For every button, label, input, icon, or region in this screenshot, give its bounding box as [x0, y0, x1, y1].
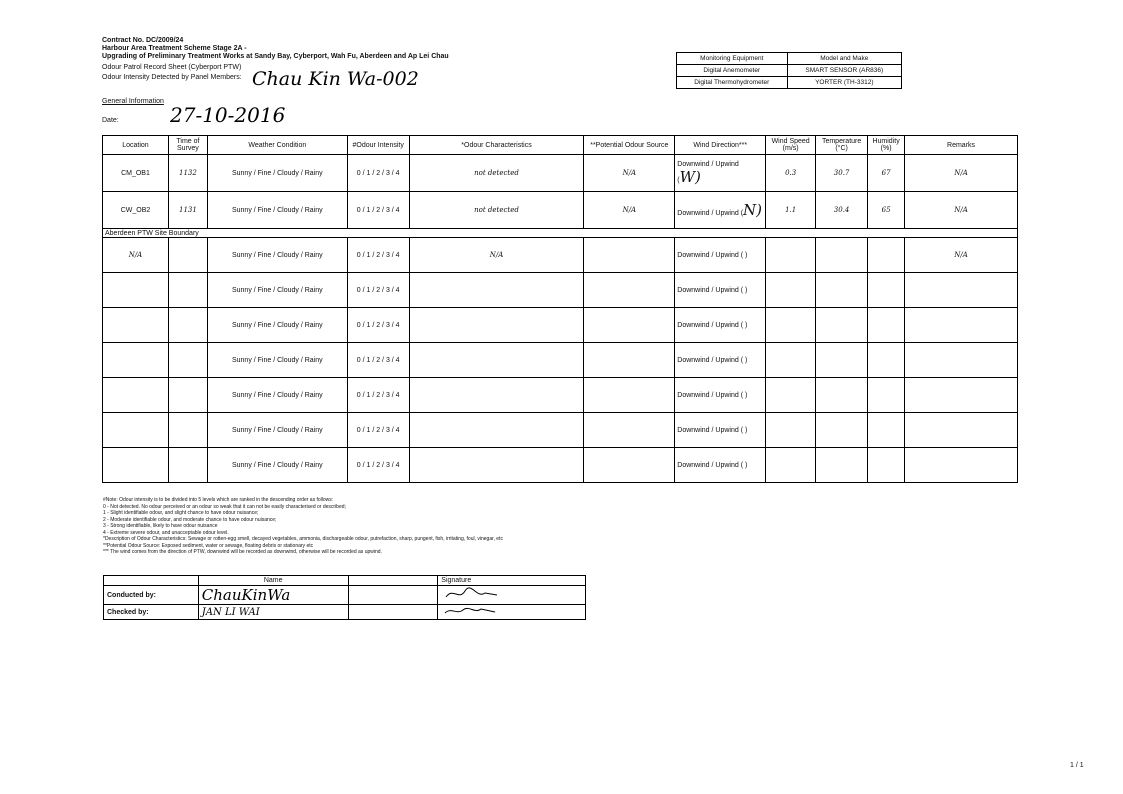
location-cell: N/A — [103, 238, 169, 273]
remarks-cell: N/A — [905, 192, 1018, 229]
col-time: Time of Survey — [168, 136, 207, 155]
remarks-cell: N/A — [905, 238, 1018, 273]
wind-direction-text: Downwind / Upwind ( — [677, 210, 744, 217]
temperature-cell — [816, 413, 868, 448]
remarks-cell — [905, 413, 1018, 448]
temperature-cell — [816, 273, 868, 308]
wind-direction-handwriting: N) — [743, 201, 763, 219]
remarks-cell — [905, 343, 1018, 378]
page-number: 1 / 1 — [1070, 762, 1084, 769]
section-label: Aberdeen PTW Site Boundary — [103, 229, 1018, 238]
intensity-cell: 0 / 1 / 2 / 3 / 4 — [347, 343, 409, 378]
signoff-blank — [348, 586, 438, 605]
wind-speed-cell: 0.3 — [766, 155, 816, 192]
col-intensity: #Odour Intensity — [347, 136, 409, 155]
wind-speed-cell — [766, 273, 816, 308]
table-row — [103, 192, 1018, 229]
time-cell — [168, 413, 207, 448]
wind-speed-cell — [766, 238, 816, 273]
col-characteristics: *Odour Characteristics — [409, 136, 584, 155]
temperature-cell — [816, 448, 868, 483]
weather-cell: Sunny / Fine / Cloudy / Rainy — [207, 308, 347, 343]
panel-label: Odour Intensity Detected by Panel Members: — [102, 74, 242, 81]
table-row — [103, 155, 1018, 192]
signoff-blank — [348, 605, 438, 620]
general-info-label: General Information — [102, 98, 164, 105]
location-cell — [103, 378, 169, 413]
wind-direction-handwriting: W) — [679, 167, 701, 186]
location-cell — [103, 448, 169, 483]
intensity-cell: 0 / 1 / 2 / 3 / 4 — [347, 413, 409, 448]
source-cell — [584, 343, 675, 378]
wind-speed-cell — [766, 378, 816, 413]
location-cell — [103, 273, 169, 308]
characteristics-cell — [409, 448, 584, 483]
characteristics-cell: not detected — [409, 155, 584, 192]
table-row — [103, 343, 1018, 378]
weather-cell: Sunny / Fine / Cloudy / Rainy — [207, 413, 347, 448]
source-cell — [584, 413, 675, 448]
contract-number: Contract No. DC/2009/24 — [102, 37, 184, 44]
conducted-signature — [438, 586, 586, 605]
source-cell — [584, 308, 675, 343]
wind-speed-cell: 1.1 — [766, 192, 816, 229]
weather-cell: Sunny / Fine / Cloudy / Rainy — [207, 343, 347, 378]
note-line: *** The wind comes from the direction of PTW, downwind will be recorded as downwind, otherwise will be recorded as upwind. — [103, 549, 382, 555]
weather-cell: Sunny / Fine / Cloudy / Rainy — [207, 273, 347, 308]
wind-direction-cell: Downwind / Upwind ( ) — [675, 378, 766, 413]
wind-direction-cell — [675, 192, 766, 229]
weather-cell: Sunny / Fine / Cloudy / Rainy — [207, 448, 347, 483]
source-cell — [584, 378, 675, 413]
equipment-name: Digital Anemometer — [677, 65, 788, 77]
weather-cell: Sunny / Fine / Cloudy / Rainy — [207, 192, 347, 229]
section-row — [103, 229, 1018, 238]
humidity-cell — [868, 378, 905, 413]
characteristics-cell — [409, 378, 584, 413]
characteristics-cell: not detected — [409, 192, 584, 229]
characteristics-cell: N/A — [409, 238, 584, 273]
table-row — [103, 273, 1018, 308]
humidity-cell — [868, 413, 905, 448]
time-cell — [168, 273, 207, 308]
panel-member-handwriting: Chau Kin Wa-002 — [252, 68, 419, 90]
remarks-cell — [905, 308, 1018, 343]
signature-col-header: Signature — [438, 576, 586, 586]
intensity-cell: 0 / 1 / 2 / 3 / 4 — [347, 308, 409, 343]
source-cell — [584, 273, 675, 308]
time-cell: 1132 — [168, 155, 207, 192]
signoff-table — [103, 575, 586, 620]
wind-speed-cell — [766, 308, 816, 343]
location-cell: CW_OB2 — [103, 192, 169, 229]
checked-name: JAN LI WAI — [198, 605, 348, 620]
note-line: 1 - Slight identifiable odour, and slight chance to have odour nuisance; — [103, 510, 259, 516]
location-cell — [103, 413, 169, 448]
col-location: Location — [103, 136, 169, 155]
note-line: *Description of Odour Characteristics: Sewage or rotten-egg smell, decayed vegetables, ammonia, dischargeable odour, putrefaction, sharp, pungent, fish, irritating, foul, vinegar, etc — [103, 536, 503, 542]
odour-record-table — [102, 135, 1018, 483]
col-source: **Potential Odour Source — [584, 136, 675, 155]
temperature-cell — [816, 238, 868, 273]
conducted-name: ChauKinWa — [198, 586, 348, 605]
humidity-cell: 65 — [868, 192, 905, 229]
weather-cell: Sunny / Fine / Cloudy / Rainy — [207, 378, 347, 413]
wind-speed-cell — [766, 413, 816, 448]
wind-direction-cell: Downwind / Upwind ( ) — [675, 238, 766, 273]
date-label: Date: — [102, 117, 119, 124]
equipment-model: YORTER (TH-3312) — [787, 77, 901, 89]
col-humidity: Humidity (%) — [868, 136, 905, 155]
table-row — [103, 413, 1018, 448]
col-wind-speed: Wind Speed (m/s) — [766, 136, 816, 155]
signature-mark — [441, 605, 501, 617]
note-line: 0 - Not detected. No odour perceived or an odour so weak that it can not be easily characterised or described; — [103, 503, 346, 510]
note-line: 2 - Moderate identifiable odour, and moderate chance to have odour nuisance; — [103, 516, 277, 523]
note-line: #Note: Odour intensity is to be divided into 5 levels which are ranked in the descending order as follows: — [103, 497, 334, 503]
time-cell — [168, 378, 207, 413]
humidity-cell — [868, 308, 905, 343]
time-cell: 1131 — [168, 192, 207, 229]
equipment-table — [676, 52, 902, 89]
temperature-cell — [816, 308, 868, 343]
note-line: 4 - Extreme severe odour, and unacceptable odour level. — [103, 529, 229, 536]
temperature-cell: 30.4 — [816, 192, 868, 229]
humidity-cell — [868, 343, 905, 378]
intensity-cell: 0 / 1 / 2 / 3 / 4 — [347, 273, 409, 308]
temperature-cell — [816, 378, 868, 413]
time-cell — [168, 308, 207, 343]
source-cell: N/A — [584, 192, 675, 229]
equipment-model: SMART SENSOR (AR836) — [787, 65, 901, 77]
table-header-row — [103, 136, 1018, 155]
source-cell: N/A — [584, 155, 675, 192]
table-row — [103, 448, 1018, 483]
conducted-label: Conducted by: — [104, 586, 199, 605]
humidity-cell: 67 — [868, 155, 905, 192]
model-col-header: Model and Make — [787, 53, 901, 65]
note-line: **Potential Odour Source: Exposed sediment, water or sewage, floating debris or stationary etc — [103, 542, 314, 549]
equipment-name: Digital Thermohydrometer — [677, 77, 788, 89]
characteristics-cell — [409, 343, 584, 378]
humidity-cell — [868, 273, 905, 308]
remarks-cell: N/A — [905, 155, 1018, 192]
table-row — [103, 378, 1018, 413]
location-cell: CM_OB1 — [103, 155, 169, 192]
wind-direction-cell: Downwind / Upwind ( ) — [675, 448, 766, 483]
temperature-cell — [816, 343, 868, 378]
signoff-blank — [348, 576, 438, 586]
record-sheet-title: Odour Patrol Record Sheet (Cyberport PTW) — [102, 64, 242, 71]
wind-direction-cell: Downwind / Upwind ( ) — [675, 308, 766, 343]
intensity-cell: 0 / 1 / 2 / 3 / 4 — [347, 448, 409, 483]
characteristics-cell — [409, 308, 584, 343]
wind-direction-cell: Downwind / Upwind ( ) — [675, 343, 766, 378]
characteristics-cell — [409, 413, 584, 448]
time-cell — [168, 343, 207, 378]
name-col-header: Name — [198, 576, 348, 586]
intensity-cell: 0 / 1 / 2 / 3 / 4 — [347, 378, 409, 413]
checked-label: Checked by: — [104, 605, 199, 620]
col-temperature: Temperature (°C) — [816, 136, 868, 155]
temperature-cell: 30.7 — [816, 155, 868, 192]
wind-direction-cell: Downwind / Upwind ( ) — [675, 413, 766, 448]
weather-cell: Sunny / Fine / Cloudy / Rainy — [207, 155, 347, 192]
intensity-cell: 0 / 1 / 2 / 3 / 4 — [347, 155, 409, 192]
remarks-cell — [905, 448, 1018, 483]
wind-direction-cell — [675, 155, 766, 192]
source-cell — [584, 448, 675, 483]
notes-block — [103, 497, 503, 556]
wind-speed-cell — [766, 343, 816, 378]
col-weather: Weather Condition — [207, 136, 347, 155]
table-row — [103, 308, 1018, 343]
checked-signature — [438, 605, 586, 620]
col-remarks: Remarks — [905, 136, 1018, 155]
humidity-cell — [868, 238, 905, 273]
signature-mark — [441, 587, 501, 601]
location-cell — [103, 308, 169, 343]
wind-direction-text: Downwind / Upwind ( — [677, 160, 739, 184]
signoff-blank — [104, 576, 199, 586]
note-line: 3 - Strong identifiable, likely to have odour nuisance — [103, 523, 218, 529]
works-title: Upgrading of Preliminary Treatment Works at Sandy Bay, Cyberport, Wah Fu, Aberdeen and Ap Lei Chau — [102, 53, 449, 60]
wind-direction-cell: Downwind / Upwind ( ) — [675, 273, 766, 308]
intensity-cell: 0 / 1 / 2 / 3 / 4 — [347, 238, 409, 273]
time-cell — [168, 238, 207, 273]
wind-speed-cell — [766, 448, 816, 483]
characteristics-cell — [409, 273, 584, 308]
table-row — [103, 238, 1018, 273]
time-cell — [168, 448, 207, 483]
humidity-cell — [868, 448, 905, 483]
location-cell — [103, 343, 169, 378]
weather-cell: Sunny / Fine / Cloudy / Rainy — [207, 238, 347, 273]
intensity-cell: 0 / 1 / 2 / 3 / 4 — [347, 192, 409, 229]
scheme-title: Harbour Area Treatment Scheme Stage 2A - — [102, 45, 247, 52]
col-wind-direction: Wind Direction*** — [675, 136, 766, 155]
source-cell — [584, 238, 675, 273]
date-handwriting: 27-10-2016 — [170, 103, 286, 127]
equipment-col-header: Monitoring Equipment — [677, 53, 788, 65]
remarks-cell — [905, 273, 1018, 308]
remarks-cell — [905, 378, 1018, 413]
